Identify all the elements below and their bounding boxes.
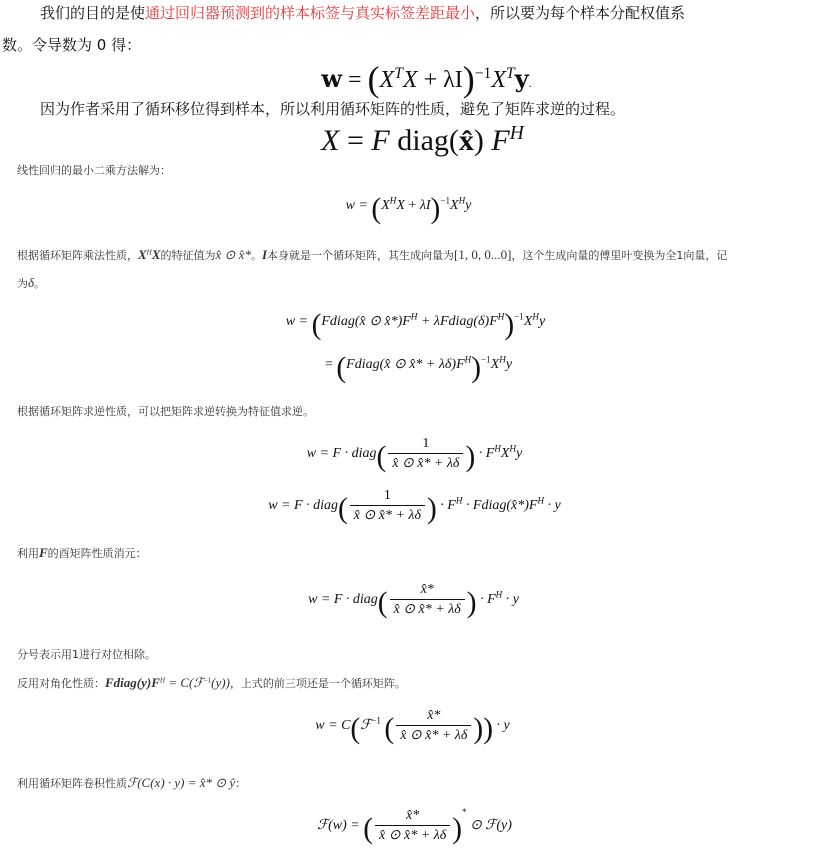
equation-circulant-form: w = C(ℱ$^{-1}$ ( $\frac{x̂*}{x̂ ⊙ x̂* + \lambda\delta}$ )) · y [315,708,510,746]
eq4-tail-y: · y [544,498,561,514]
eq3-lhs: w = F · diag [306,446,377,462]
eq4-lhs: w = F · diag [268,498,338,514]
text-diagonalization-reverse [17,674,406,693]
objective-line2: 数。令导数为 0 得： [2,36,142,54]
diag-equals: = [339,124,372,157]
eq2-body: Fdiag(x̂ ⊙ x̂*)F [321,314,411,329]
eq-T2: T [506,65,515,82]
eq2b-h: H [464,354,472,365]
objective-suffix: ，所以要为每个样本分配权值系 [475,4,686,22]
equation-diagonalization [14,124,817,158]
eq7-star: * [462,807,467,818]
eq3-tail-h2: H [509,443,517,454]
eq4-tail-mid: · Fdiag(x̂*)F [462,498,538,514]
eq2b-tail: X [490,357,500,372]
eq1-H: H [389,195,397,206]
eq-inverse: −1 [474,65,492,82]
mult-math-X: X [138,247,147,262]
eq5-lhs: w = F · diag [308,592,378,608]
eq2b-tail-y: y [505,357,513,372]
eq7-den: x̂ ⊙ x̂* + λδ [379,828,447,843]
eq7-tail: ⊙ ℱ(y) [466,818,512,834]
equation-eigen-inverse-2: w = F · diag( $\frac{1}{x̂ ⊙ x̂* + \lambda\delta}$ ) · $F^H$ · $Fdiag(x̂*)F^H \cdot y$ [268,488,561,526]
convolution-math: ℱ(C(x) · y) = x̂* ⊙ ŷ [127,775,236,790]
diag-xhat: x̂ [458,124,474,157]
text-inverse-property [17,403,314,421]
eq6-F: ℱ [360,718,372,734]
mult-math-eig: x̂ ⊙ x̂* [215,247,251,262]
text-division-note [17,646,156,664]
eq2b-inv: −1 [481,354,491,365]
text-unitary-property [17,544,147,563]
text-multiplication-property [17,246,807,265]
eq6-inv: −1 [371,715,381,726]
unitary-math-F: F [39,545,48,560]
objective-highlight: 通过回归器预测到的样本标签与真实标签差距最小 [145,4,476,22]
convolution-text-b: ： [235,777,247,790]
eq3-tail-h: H [494,443,501,454]
eq7-lhs: ℱ(w) = [317,818,364,834]
mult-text-e: ，这个生成向量的傅里叶变换为全1向量，记 [511,249,728,262]
diag-F: F [371,124,390,157]
eq1-X: X [450,198,459,213]
equation-ridge-solution [18,58,817,100]
reverse-text-a: 反用对角化性质： [17,677,105,690]
eq2-inv: −1 [514,311,524,322]
eq-X3: X [491,67,507,93]
mult-math-H: H [146,248,152,257]
convolution-text-a: 利用循环矩阵卷积性质 [17,777,127,790]
eq3-den: x̂ ⊙ x̂* + λδ [392,456,460,471]
diag-close: ) [473,124,492,157]
eq-open-paren: ( [367,59,380,99]
objective-prefix: 我们的目的是使 [40,4,146,22]
diag-F2: F [491,124,510,157]
eq5-tail-h: H [495,589,503,600]
diag-H: H [509,123,524,144]
least-squares-text: 线性回归的最小二乘方法解为： [17,164,171,177]
paragraph-objective-line2 [2,32,141,58]
eq3-tail-y: y [516,446,523,462]
eq5-tail: · F [476,592,496,608]
mult-text-c: 。 [250,249,262,262]
eq-w: w [321,64,342,93]
mult-math-vec: [1, 0, 0...0] [454,247,512,262]
reverse-math: Fdiag(y)F [105,675,160,690]
inverse-text: 根据循环矩阵求逆性质，可以把矩阵求逆转换为特征值求逆。 [17,405,314,418]
reverse-math2: = C(ℱ [165,675,204,690]
eq7-num: x̂* [375,808,450,826]
eq6-den: x̂ ⊙ x̂* + λδ [400,728,468,743]
reverse-math3: (y)) [211,675,230,690]
eq5-den: x̂ ⊙ x̂* + λδ [393,602,461,617]
eq-equals: = [342,67,368,93]
eq-dot: . [528,76,532,90]
eq-X: X [379,67,395,93]
mult-text-b: 的特征值为 [160,249,216,262]
eq1-inv: −1 [440,195,451,206]
reverse-h: H [159,676,166,685]
eq-T: T [394,65,403,82]
mult-text-d: 本身就是一个循环矩阵，其生成向量为 [267,249,455,262]
eq4-den: x̂ ⊙ x̂* + λδ [353,508,421,523]
unitary-text-b: 的酉矩阵性质消元： [47,547,147,560]
eq3-tail-x: X [500,446,510,462]
equation-eigen-inverse-1: w = F · diag( $\frac{1}{x̂ ⊙ x̂* + \lambda\delta}$ ) · $F^HX^Hy$ [306,436,523,474]
equation-substitution-2: = (Fdiag(x̂ ⊙ x̂* + $\lambda\delta)F^H)^{-1}X^Hy$ [324,352,513,384]
eq2-tail-y: y [538,314,546,329]
eq6-lhs: w = C [315,718,351,734]
eq2-mid: + λFdiag(δ)F [417,314,498,329]
eq4-tail: · F [436,498,456,514]
eq2-h2: H [497,311,505,322]
eq3-num: 1 [388,436,463,454]
eq3-tail: · F [475,446,495,462]
mult-text-a: 根据循环矩阵乘法性质， [17,249,138,262]
eq6-num: x̂* [396,708,471,726]
paragraph-circulant [40,96,625,122]
eq4-tail-h2: H [537,495,545,506]
eq4-num: 1 [350,488,425,506]
eq-close-paren: ) [462,59,475,99]
eq-lambda: + λI [417,67,463,93]
eq5-tail-y: · y [502,592,519,608]
eq-y: y [514,64,529,93]
equation-linear-solution: $w = (X^HX + \lambda I)^{-1}X^Hy$ [345,193,472,225]
eq1-y: y [465,198,472,213]
eq4-tail-h: H [455,495,463,506]
text-least-squares [17,162,171,180]
reverse-inv: −1 [203,676,212,685]
equation-simplified: w = F · diag( $\frac{x̂*}{x̂ ⊙ x̂* + \lambda\delta}$ ) · $F^H \cdot y$ [308,582,519,620]
reverse-text-b: ，上式的前三项还是一个循环矩阵。 [229,677,406,690]
mult-line2-a: 为 [17,277,28,290]
eq2-tail: X [523,314,533,329]
mult-line2-b: 。 [34,277,46,290]
text-multiplication-line2 [17,274,45,293]
eq2b-body: Fdiag(x̂ ⊙ x̂* + λδ)F [346,357,465,372]
eq-X2: X [402,67,418,93]
equation-fourier-result: ℱ(w) = ( $\frac{x̂*}{x̂ ⊙ x̂* + \lambda\delta}$ )* ⊙ ℱ(y) [317,807,512,846]
eq2-h: H [410,311,418,322]
eq2b-lhs: = [324,357,337,372]
division-note: 分号表示用1进行对位相除。 [17,648,156,661]
eq2-tail-h: H [532,311,539,322]
text-convolution-property [17,774,246,793]
mult-math-X2: X [151,247,161,262]
circulant-text: 因为作者采用了循环移位得到样本，所以利用循环矩阵的性质，避免了矩阵求逆的过程。 [40,100,626,118]
eq5-num: x̂* [390,582,465,600]
equation-substitution-1: w = (Fdiag(x̂ ⊙ $x̂*)F^H$ + $\lambda Fdiag(\delta)F^H)^{-1}X^Hy$ [285,309,546,341]
diag-X: X [321,124,340,157]
mult-line2-delta: δ [28,275,35,290]
eq2b-tail-h: H [499,354,506,365]
eq1-H2: H [458,195,466,206]
paragraph-objective [40,0,817,26]
diag-word: diag( [389,124,459,157]
eq6-tail: · y [492,718,510,734]
mult-math-I: I [261,247,268,262]
eq2-lhs: w = [285,314,312,329]
unitary-text-a: 利用 [17,547,39,560]
